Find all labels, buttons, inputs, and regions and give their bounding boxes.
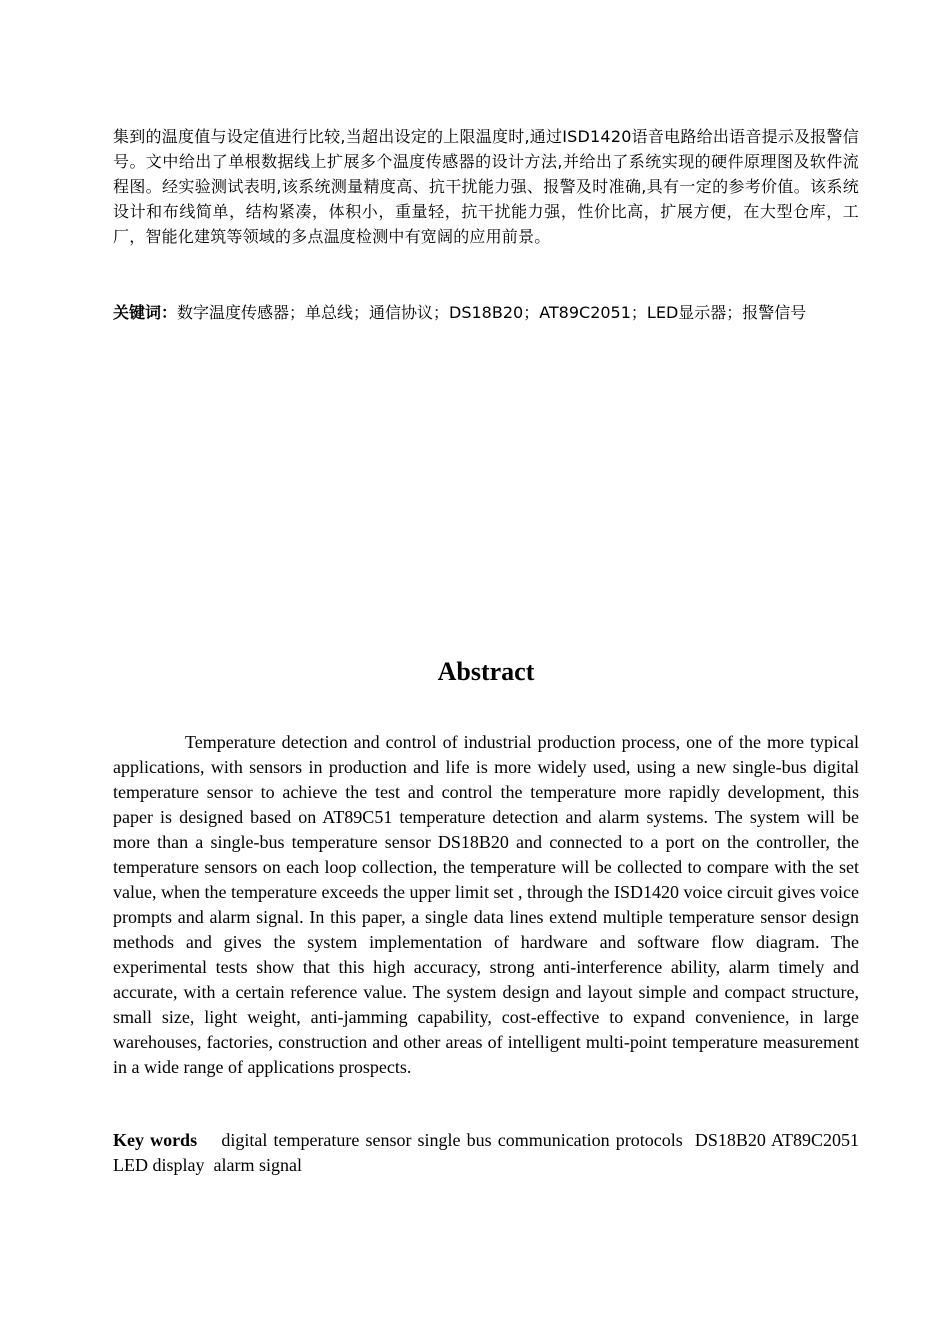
- chinese-keywords: [113, 300, 859, 325]
- english-keywords: [113, 1128, 868, 1178]
- english-abstract-paragraph: Temperature detection and control of industrial production process, one of the more typical applications, with sensors in production and life is more widely used, using a new single-bus digital temperature sensor to achieve the test and control the temperature more rapidly development, this paper is designed based on AT89C51 temperature detection and alarm systems. The system will be more than a single-bus temperature sensor DS18B20 and connected to a port on the controller, the temperature sensors on each loop collection, the temperature will be collected to compare with the set value, when the temperature exceeds the upper limit set , through the ISD1420 voice circuit gives voice prompts and alarm signal. In this paper, a single data lines extend multiple temperature sensor design methods and gives the system implementation of hardware and software flow diagram. The experimental tests show that this high accuracy, strong anti-interference ability, alarm timely and accurate, with a certain reference value. The system design and layout simple and compact structure, small size, light weight, anti-jamming capability, cost-effective to expand convenience, in large warehouses, factories, construction and other areas of intelligent multi-point temperature measurement in a wide range of applications prospects.: [113, 732, 859, 1077]
- chinese-abstract-paragraph: 集到的温度值与设定值进行比较,当超出设定的上限温度时,通过ISD1420语音电路给出语音提示及报警信号。文中给出了单根数据线上扩展多个温度传感器的设计方法,并给出了系统实现的硬件原理图及软件流程图。经实验测试表明,该系统测量精度高、抗干扰能力强、报警及时准确,具有一定的参考价值。该系统设计和布线简单，结构紧凑，体积小，重量轻，抗干扰能力强，性价比高，扩展方便，在大型仓库，工厂，智能化建筑等领域的多点温度检测中有宽阔的应用前景。: [113, 127, 859, 246]
- abstract-title: Abstract: [437, 657, 535, 686]
- english-keywords-text: digital temperature sensor single bus communication protocols DS18B20 AT89C2051 LED display alarm signal: [113, 1130, 868, 1175]
- chinese-keywords-text: 数字温度传感器；单总线；通信协议；DS18B20；AT89C2051；LED显示器；报警信号: [177, 303, 807, 322]
- chinese-keywords-label: 关键词：: [113, 303, 178, 322]
- english-keywords-label: Key words: [113, 1130, 198, 1150]
